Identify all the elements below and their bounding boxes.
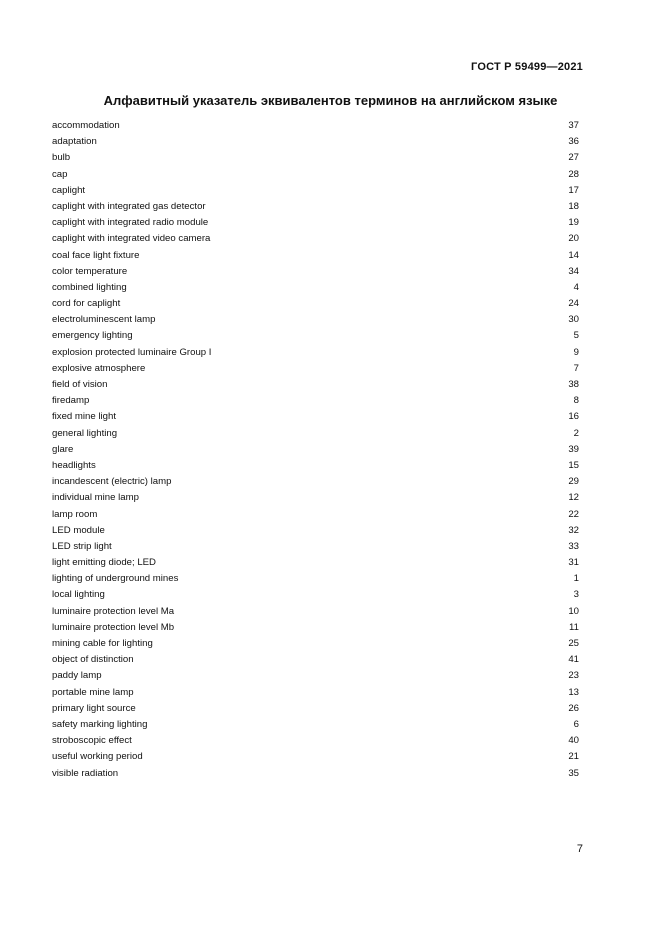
index-term-number: 30 [568,314,579,326]
index-term-number: 19 [568,217,579,229]
index-entry [52,328,579,344]
index-term: caplight [52,184,86,196]
index-term: adaptation [52,136,97,148]
index-term-number: 2 [573,427,579,439]
page-number: 7 [576,843,583,855]
index-entry [52,636,579,652]
index-term: portable mine lamp [52,686,134,698]
index-entry [52,409,579,425]
term-index-list [52,118,579,782]
index-term: glare [52,443,74,455]
index-term-number: 13 [568,686,579,698]
index-term: primary light source [52,702,136,714]
index-entry [52,248,579,264]
index-entry [52,474,579,490]
index-term: explosion protected luminaire Group I [52,346,212,358]
index-term: paddy lamp [52,670,102,682]
index-entry [52,264,579,280]
index-term-number: 21 [568,751,579,763]
index-term-number: 1 [573,573,579,585]
index-term-number: 27 [568,152,579,164]
index-term: visible radiation [52,767,119,779]
index-entry [52,685,579,701]
index-term: caplight with integrated video camera [52,233,211,245]
index-term-number: 4 [573,281,579,293]
index-term: color temperature [52,265,128,277]
index-term: cap [52,168,68,180]
index-term-number: 32 [568,524,579,536]
index-term: safety marking lighting [52,718,148,730]
index-term: fixed mine light [52,411,116,423]
index-term-number: 26 [568,702,579,714]
index-term-number: 9 [573,346,579,358]
index-term: object of distinction [52,654,134,666]
index-term: local lighting [52,589,105,601]
index-term: headlights [52,459,96,471]
index-term: LED strip light [52,540,112,552]
index-entry [52,199,579,215]
index-entry [52,312,579,328]
index-entry [52,361,579,377]
index-entry [52,345,579,361]
index-term-number: 40 [568,735,579,747]
index-entry [52,652,579,668]
index-term-number: 8 [573,395,579,407]
index-entry [52,507,579,523]
index-term: useful working period [52,751,143,763]
index-term-number: 39 [568,443,579,455]
index-term: accommodation [52,120,120,131]
index-entry [52,393,579,409]
index-entry [52,150,579,166]
index-term-number: 25 [568,638,579,649]
index-term-number: 24 [568,298,579,310]
index-entry [52,539,579,555]
index-entry [52,167,579,183]
index-entry [52,587,579,603]
index-entry [52,766,579,782]
index-term: lighting of underground mines [52,573,179,585]
index-term-number: 41 [568,654,579,666]
index-term-number: 33 [568,540,579,552]
index-term-number: 37 [568,120,579,131]
index-term: stroboscopic effect [52,735,132,747]
index-entry [52,733,579,749]
index-term: coal face light fixture [52,249,140,261]
index-term-number: 18 [568,200,579,212]
index-term-number: 11 [569,621,579,633]
index-entry [52,377,579,393]
index-term: mining cable for lighting [52,638,153,649]
index-term-number: 17 [568,184,579,196]
index-entry [52,668,579,684]
index-term: cord for caplight [52,298,121,310]
index-term: field of vision [52,379,108,390]
index-term-number: 31 [568,557,579,569]
index-term: luminaire protection level Mb [52,621,175,633]
index-term: incandescent (electric) lamp [52,476,172,488]
standard-code: ГОСТ Р 59499—2021 [471,61,583,73]
index-entry [52,280,579,296]
index-term: lamp room [52,508,98,520]
index-entry [52,296,579,312]
index-term-number: 10 [568,605,579,617]
index-entry [52,620,579,636]
index-entry [52,183,579,199]
index-term-number: 29 [568,476,579,488]
index-entry [52,717,579,733]
index-term-number: 20 [568,233,579,245]
index-term: LED module [52,524,105,536]
index-term-number: 14 [568,249,579,261]
index-term-number: 15 [568,459,579,471]
index-term: explosive atmosphere [52,362,146,374]
index-term: luminaire protection level Ma [52,605,175,617]
index-term: caplight with integrated gas detector [52,200,206,212]
index-term: caplight with integrated radio module [52,217,209,229]
index-term-number: 35 [568,767,579,779]
index-entry [52,604,579,620]
index-term-number: 28 [568,168,579,180]
index-term: electroluminescent lamp [52,314,156,326]
index-term: firedamp [52,395,90,407]
index-term-number: 38 [568,379,579,390]
index-term-number: 5 [573,330,579,342]
index-term-number: 12 [568,492,579,504]
index-entry [52,134,579,150]
index-entry [52,555,579,571]
index-entry [52,749,579,765]
index-term-number: 22 [568,508,579,520]
index-entry [52,118,579,134]
index-term-number: 3 [573,589,579,601]
index-term: light emitting diode; LED [52,557,156,569]
index-entry [52,490,579,506]
index-term: bulb [52,152,71,164]
index-entry [52,215,579,231]
index-term: emergency lighting [52,330,133,342]
index-entry [52,442,579,458]
index-term-number: 36 [568,136,579,148]
index-entry [52,571,579,587]
index-term-number: 23 [568,670,579,682]
index-term: general lighting [52,427,118,439]
index-term: combined lighting [52,281,127,293]
index-entry [52,458,579,474]
index-entry [52,701,579,717]
index-entry [52,231,579,247]
index-entry [52,523,579,539]
index-title: Алфавитный указатель эквивалентов терминов на английском языке [103,93,558,108]
index-term-number: 34 [568,265,579,277]
index-term: individual mine lamp [52,492,139,504]
index-term-number: 16 [568,411,579,423]
index-entry [52,426,579,442]
index-term-number: 6 [573,718,579,730]
index-term-number: 7 [573,362,579,374]
